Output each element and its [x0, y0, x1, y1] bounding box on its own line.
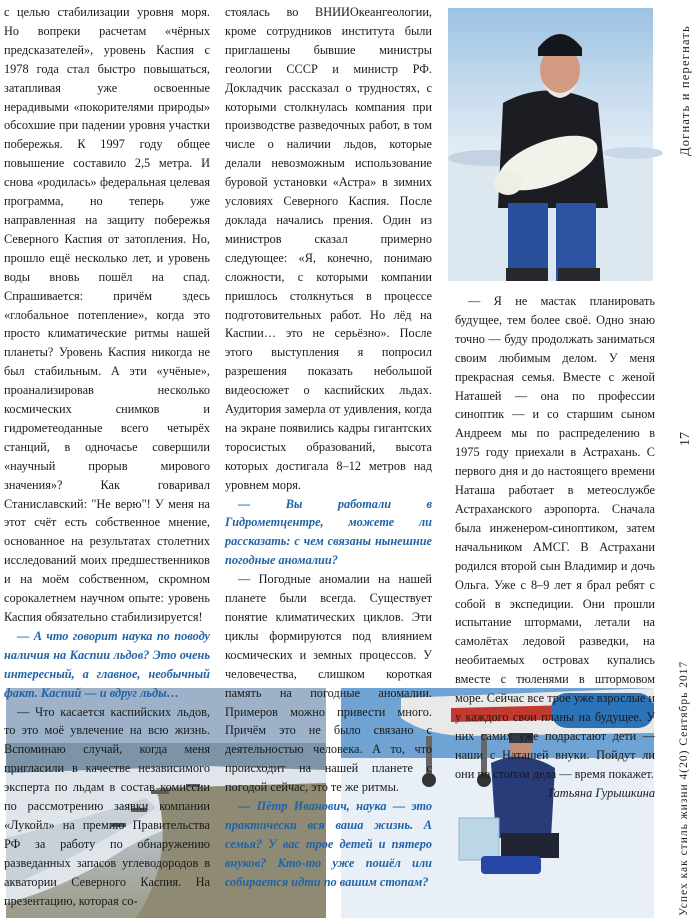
- author-signature: Татьяна Гурышкина: [547, 785, 655, 800]
- body-paragraph: — Погодные аномалии на нашей планете были всегда. Существует понятие климатических циклов. Эти циклы формируются под влиянием космических и земных процессов. У человечества, слишком короткая память на погодные аномалии. Примеров можно привести много. Причём это не было связано с деятельностью человека. А то, что происходит на нашей планете с погодой сейчас, это те же ритмы.: [225, 572, 432, 795]
- page-number: 17: [678, 432, 693, 446]
- body-paragraph: с целью стабилизации уровня моря. Но вопреки расчетам «чёрных предсказателей», уровень Каспия с 1978 года стал быстро повышаться, затапливая уже освоенные нерадивыми «покорителями природы» обсохшие при падении уровня участки побережья. К 1997 году общее повышение составило 2,5 метра. И снова «родилась» федеральная целевая программа, но теперь уже направленная на защиту побережья Северного Каспия от затопления. Но, прошло ещё несколько лет, и уровень воды вновь пошёл на спад. Спрашивается: причём здесь «глобальное потепление», когда это просто климатические ритмы нашей планеты? Уровень Каспия никогда не был стабильным. А эти «учёные», проанализировав несколько космических снимков и гидрометеоданные всего четырёх станций, в одночасье совершили «научный прорыв мирового значения»? Как говаривал Станиславский: "Не верю"! У меня на этот счёт есть собственное мнение, основанное на результатах столетних исследований моих предшественников и на моём собственном, скромном сорокалетнем научном опыте: уровень Каспия обязательно стабилизируется!: [4, 5, 210, 624]
- interview-question: — А что говорит наука по поводу наличия на Каспии льдов? Это очень интересный, а главное, необычный факт. Каспий — и вдруг льды…: [4, 628, 210, 700]
- interview-question: — Вы работали в Гидрометцентре, можете ли рассказать: с чем связаны нынешние погодные аномалии?: [225, 496, 432, 568]
- section-title: Догнать и перегнать: [678, 25, 692, 156]
- body-paragraph: — Я не мастак планировать будущее, тем более своё. Одно знаю точно — буду продолжать заниматься своим любимым делом. У меня прекрасная семья. Вместе с женой Наташей — она по профессии синоптик — и со старшим сыном Андреем мы по распределению в 1975 году приехали в Астрахань. С первого дня и до настоящего времени Наташа работает в метеослужбе Астраханского аэропорта. Сначала была инженером-синоптиком, затем начальником АМСГ. В Астрахани родился второй сын Владимир и дочь Ольга. Уже с 8–9 лет я брал ребят с собой в экспедиции. Они прошли испытание штормами, летали на самолётах ледовой разведки, на необитаемых островах купались вместе с тюленями в штормовом море. Сейчас все трое уже взрослые и у каждого свои планы на будущее. У них самих уже подрастают дети — наши с Наташей внуки. Пойдут ли они по стопам деда — время покажет.: [455, 294, 655, 781]
- photo-scientist-with-seal-pup: [448, 8, 653, 281]
- text-column-2: [225, 3, 432, 889]
- body-paragraph: — Что касается каспийских льдов, то это моё увлечение на всю жизнь. Вспоминаю случай, когда меня пригласили в качестве независимого эксперта по льдам в состав комиссии по рассмотрению заявки компании «Лукойл» на премию Правительства РФ за работу по обнаружению разведанных запасов углеводородов в акватории Северного Каспия. На презентацию, которая со-: [4, 704, 210, 908]
- body-paragraph: стоялась во ВНИИОкеангеологии, кроме сотрудников института были приглашены бывшие министры геологии СССР и министр РФ. Докладчик рассказал о трудностях, с которыми столкнулась компания при производстве разведочных работ, в том числе о наличии льдов, которые делали невозможным использование буровой установки «Астра» в зимних условиях Северного Каспия. После доклада начались прения. Один из министров сказал примерно следующее: «Я, конечно, понимаю сложности, с которыми компании пришлось столкнуться в процессе подготовительных работ. Но лёд на Каспии… это не серьёзно». После этого выступления я попросил разрешения показать небольшой видеосюжет о каспийских льдах. Аудитория замерла от удивления, когда на экране появились кадры гигантских торосистых образований, высота которых достигала 8–12 метров над уровнем моря.: [225, 5, 432, 492]
- magazine-issue-footer: Успех как стиль жизни 4(20) Сентябрь 2017: [678, 660, 690, 916]
- text-column-1: [4, 3, 210, 908]
- interview-question: — Пётр Иванович, наука — это практически вся ваша жизнь. А семья? У вас трое детей и пятеро внуков? Кто-то уже пошёл или собирается идти по вашим стопам?: [225, 799, 432, 889]
- scientist-with-seal-illustration: [448, 8, 653, 281]
- text-column-3: [455, 292, 655, 800]
